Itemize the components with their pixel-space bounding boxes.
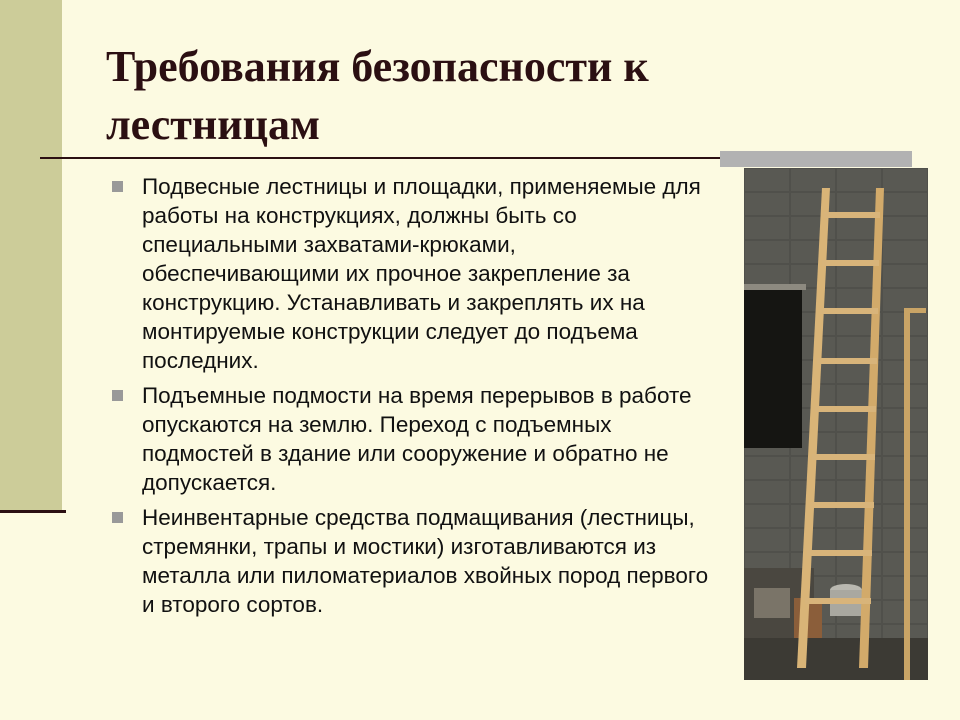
bullet-item — [110, 503, 710, 619]
square-bullet-icon — [112, 390, 123, 401]
slide-title: Требования безопасности к лестницам — [106, 42, 649, 149]
bullet-text: Подъемные подмости на время перерывов в работе опускаются на землю. Переход с подъемных подмостей в здание или сооружение и обратно не допускается. — [142, 383, 692, 495]
bullet-list — [110, 172, 710, 625]
left-band-rule — [0, 510, 66, 513]
square-bullet-icon — [112, 512, 123, 523]
bullet-text: Подвесные лестницы и площадки, применяемые для работы на конструкциях, должны быть со специальными захватами-крюками, обеспечивающими их прочное закрепление за конструкцию. Устанавливать и закреплять их на монтируемые конструкции следует до подъема последних. — [142, 174, 701, 373]
ladder-photo — [744, 168, 928, 680]
bullet-item — [110, 381, 710, 497]
title-accent-bar — [720, 151, 912, 167]
left-decorative-band — [0, 0, 62, 512]
square-bullet-icon — [112, 181, 123, 192]
bullet-text: Неинвентарные средства подмащивания (лестницы, стремянки, трапы и мостики) изготавливаются из металла или пиломатериалов хвойных пород первого и второго сортов. — [142, 505, 709, 617]
bullet-item — [110, 172, 710, 375]
